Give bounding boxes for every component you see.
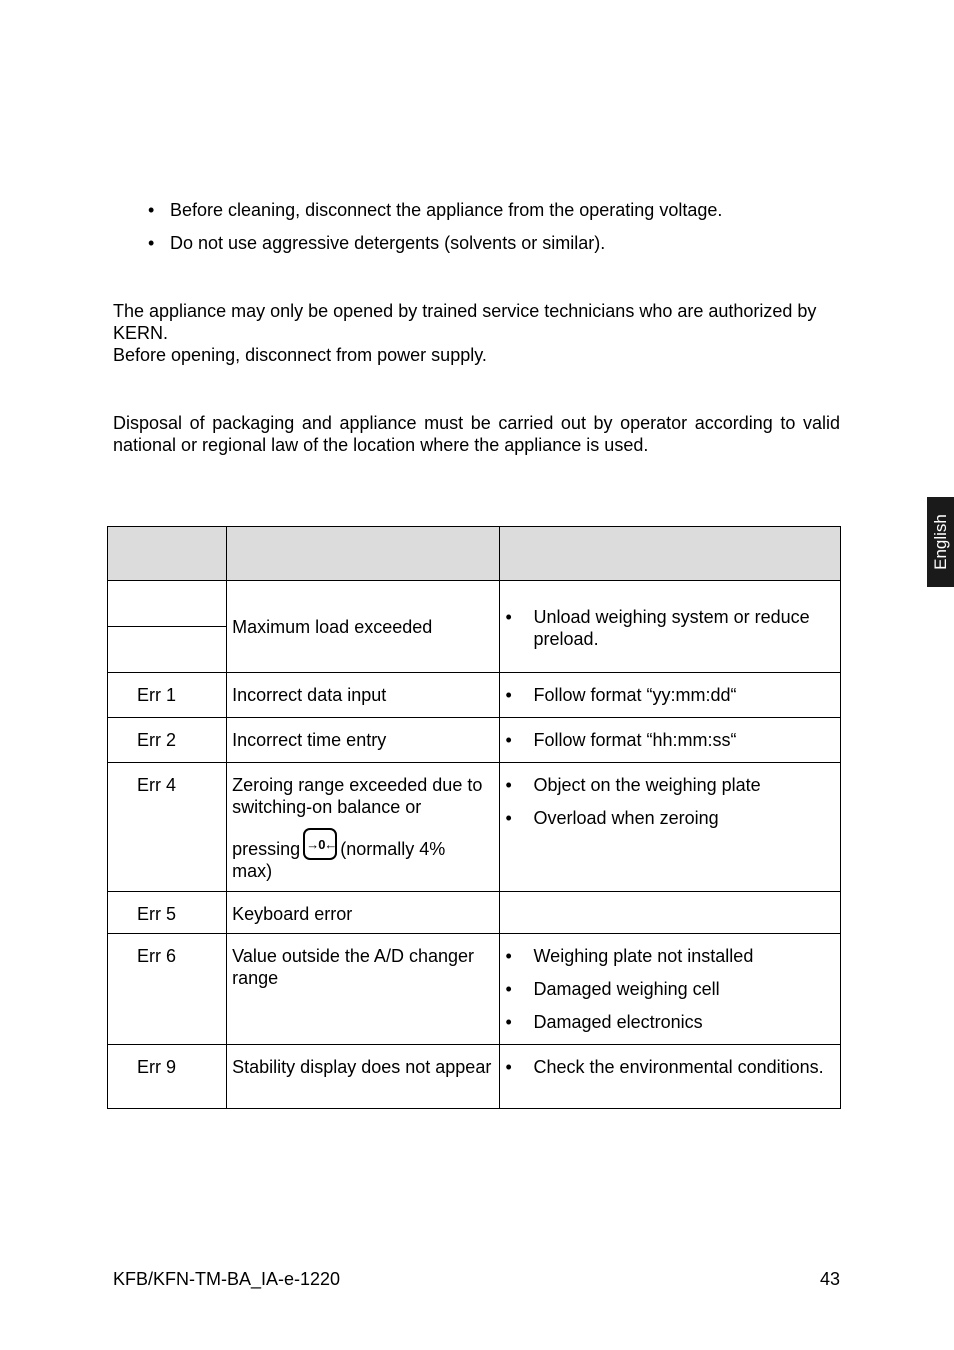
error-cause: Incorrect data input (227, 673, 499, 718)
error-cause: Stability display does not appear (227, 1045, 499, 1109)
error-code: Err 4 (108, 763, 227, 892)
cleaning-bullet-list (148, 199, 722, 265)
table-row (108, 1045, 841, 1109)
service-text-line1: The appliance may only be opened by trained service technicians who are authorized by KERN. (113, 301, 817, 343)
error-cause-tail-a: (normally 4% (340, 839, 446, 859)
error-code: Err 6 (108, 934, 227, 1045)
error-cause: Value outside the A/D changer range (227, 934, 499, 1045)
remedy-item: • Object on the weighing plate (506, 774, 834, 796)
table-row (108, 581, 841, 627)
remedy-item: • Follow format “hh:mm:ss“ (506, 729, 834, 751)
zero-key-icon: →0← (303, 828, 337, 860)
error-cause: Incorrect time entry (227, 718, 499, 763)
table-row (108, 718, 841, 763)
remedy-cell (499, 934, 840, 1045)
footer-page-number: 43 (819, 1269, 840, 1289)
table-row (108, 892, 841, 934)
language-tab (927, 497, 954, 587)
overload-code-cell-bottom (108, 627, 227, 673)
header-cell-code (108, 527, 227, 581)
overload-cause: Maximum load exceeded (227, 581, 499, 673)
footer-doc-id: KFB/KFN-TM-BA_IA-e-1220 (113, 1269, 341, 1289)
remedy-cell (499, 718, 840, 763)
remedy-item: • Unload weighing system or reduce preload. (506, 606, 834, 650)
table-row (108, 763, 841, 892)
overload-remedy-cell (499, 581, 840, 673)
remedy-item: • Damaged electronics (506, 1011, 834, 1033)
remedy-item: • Check the environmental conditions. (506, 1056, 834, 1078)
error-cause-pressing: pressing (232, 839, 301, 859)
remedy-item: • Damaged weighing cell (506, 978, 834, 1000)
error-code: Err 5 (108, 892, 227, 934)
language-tab-label: English (930, 514, 950, 570)
error-messages-table (107, 526, 841, 1109)
table-row (108, 934, 841, 1045)
remedy-cell (499, 763, 840, 892)
table-header-row (108, 527, 841, 581)
service-text-line2: Before opening, disconnect from power supply. (113, 345, 487, 365)
service-paragraph (113, 300, 840, 366)
remedy-item: • Follow format “yy:mm:dd“ (506, 684, 834, 706)
table-row (108, 673, 841, 718)
error-cause: Keyboard error (227, 892, 499, 934)
remedy-item: • Weighing plate not installed (506, 945, 834, 967)
remedy-item: • Overload when zeroing (506, 807, 834, 829)
error-cause-cell (227, 763, 499, 892)
error-cause: Zeroing range exceeded due to switching-on balance or (232, 775, 483, 817)
overload-code-cell-top (108, 581, 227, 627)
disposal-paragraph: Disposal of packaging and appliance must be carried out by operator according to valid national or regional law of the location where the appliance is used. (113, 413, 840, 455)
error-code: Err 9 (108, 1045, 227, 1109)
header-cell-cause (227, 527, 499, 581)
bullet-item: • Do not use aggressive detergents (solvents or similar). (148, 232, 722, 265)
error-code: Err 1 (108, 673, 227, 718)
remedy-cell-empty (499, 892, 840, 934)
error-code: Err 2 (108, 718, 227, 763)
bullet-item: • Before cleaning, disconnect the appliance from the operating voltage. (148, 199, 722, 232)
error-cause-tail-b: max) (232, 861, 273, 881)
remedy-cell (499, 673, 840, 718)
header-cell-remedy (499, 527, 840, 581)
remedy-cell (499, 1045, 840, 1109)
